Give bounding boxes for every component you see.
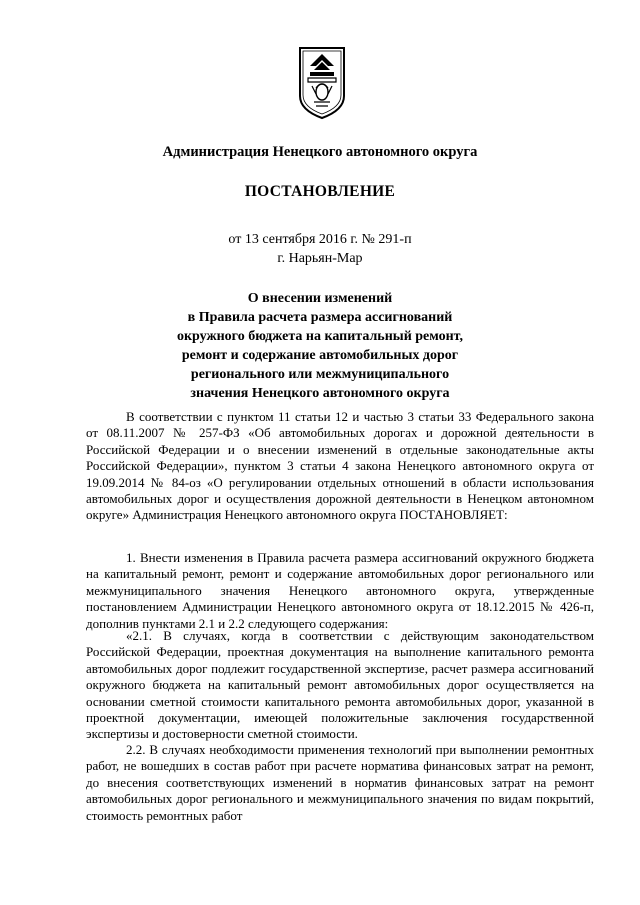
item-2-2-paragraph: 2.2. В случаях необходимости применения технологий при выполнении ремонтных работ, не вошедших в состав работ при расчете норматива финансовых затрат на ремонт, до внесения соответствующих изменений в норматив финансовых затрат на ремонт автомобильных дорог регионального и межмуниципального значения по видам покрытий, стоимость ремонтных работ xyxy=(86,742,594,823)
date-and-place xyxy=(0,230,640,268)
title-line: в Правила расчета размера ассигнований xyxy=(187,310,453,325)
coat-of-arms-emblem xyxy=(298,44,346,120)
title-line: окружного бюджета на капитальный ремонт, xyxy=(176,329,464,344)
preamble-paragraph: В соответствии с пунктом 11 статьи 12 и частью 3 статьи 33 Федерального закона от 08.11.2007 № 257-ФЗ «Об автомобильных дорогах и дорожной деятельности в Российской Федерации и о внесении изменений в отдельные законодательные акты Российской Федерации», пунктом 3 статьи 4 закона Ненецкого автономного округа от 19.09.2014 № 84-оз «О регулировании отдельных отношений в области использования автомобильных дорог и осуществления дорожной деятельности в Ненецком автономном округе» Администрация Ненецкого автономного округа ПОСТАНОВЛЯЕТ: xyxy=(86,409,594,523)
organization-name: Администрация Ненецкого автономного округа xyxy=(162,144,478,160)
city: г. Нарьян-Мар xyxy=(277,251,363,266)
title-line: О внесении изменений xyxy=(247,291,393,306)
document-type: ПОСТАНОВЛЕНИЕ xyxy=(244,183,396,200)
title-line: ремонт и содержание автомобильных дорог xyxy=(181,348,459,363)
document-title xyxy=(0,289,640,403)
title-line: регионального или межмуниципального xyxy=(190,367,450,382)
item-1-paragraph: 1. Внести изменения в Правила расчета размера ассигнований окружного бюджета на капитальный ремонт, ремонт и содержание автомобильных дорог регионального или межмуниципального значения Ненецкого автономного округа, утвержденные постановлением Администрации Ненецкого автономного округа от 18.12.2015 № 426-п, дополнив пунктами 2.1 и 2.2 следующего содержания: xyxy=(86,550,594,631)
item-2-1-paragraph: «2.1. В случаях, когда в соответствии с действующим законодательством Российской Федерации, проектная документация на выполнение капитального ремонта автомобильных дорог подлежит государственной экспертизе, расчет размера ассигнований окружного бюджета на капитальный ремонт автомобильных дорог осуществляется на основании сметной стоимости капитального ремонта автомобильных дорог, указанной в проектной документации, имеющей положительные заключения государственной экспертизы и достоверности сметной стоимости. xyxy=(86,628,594,742)
title-line: значения Ненецкого автономного округа xyxy=(190,386,450,401)
date-number: от 13 сентября 2016 г. № 291-п xyxy=(228,232,412,247)
